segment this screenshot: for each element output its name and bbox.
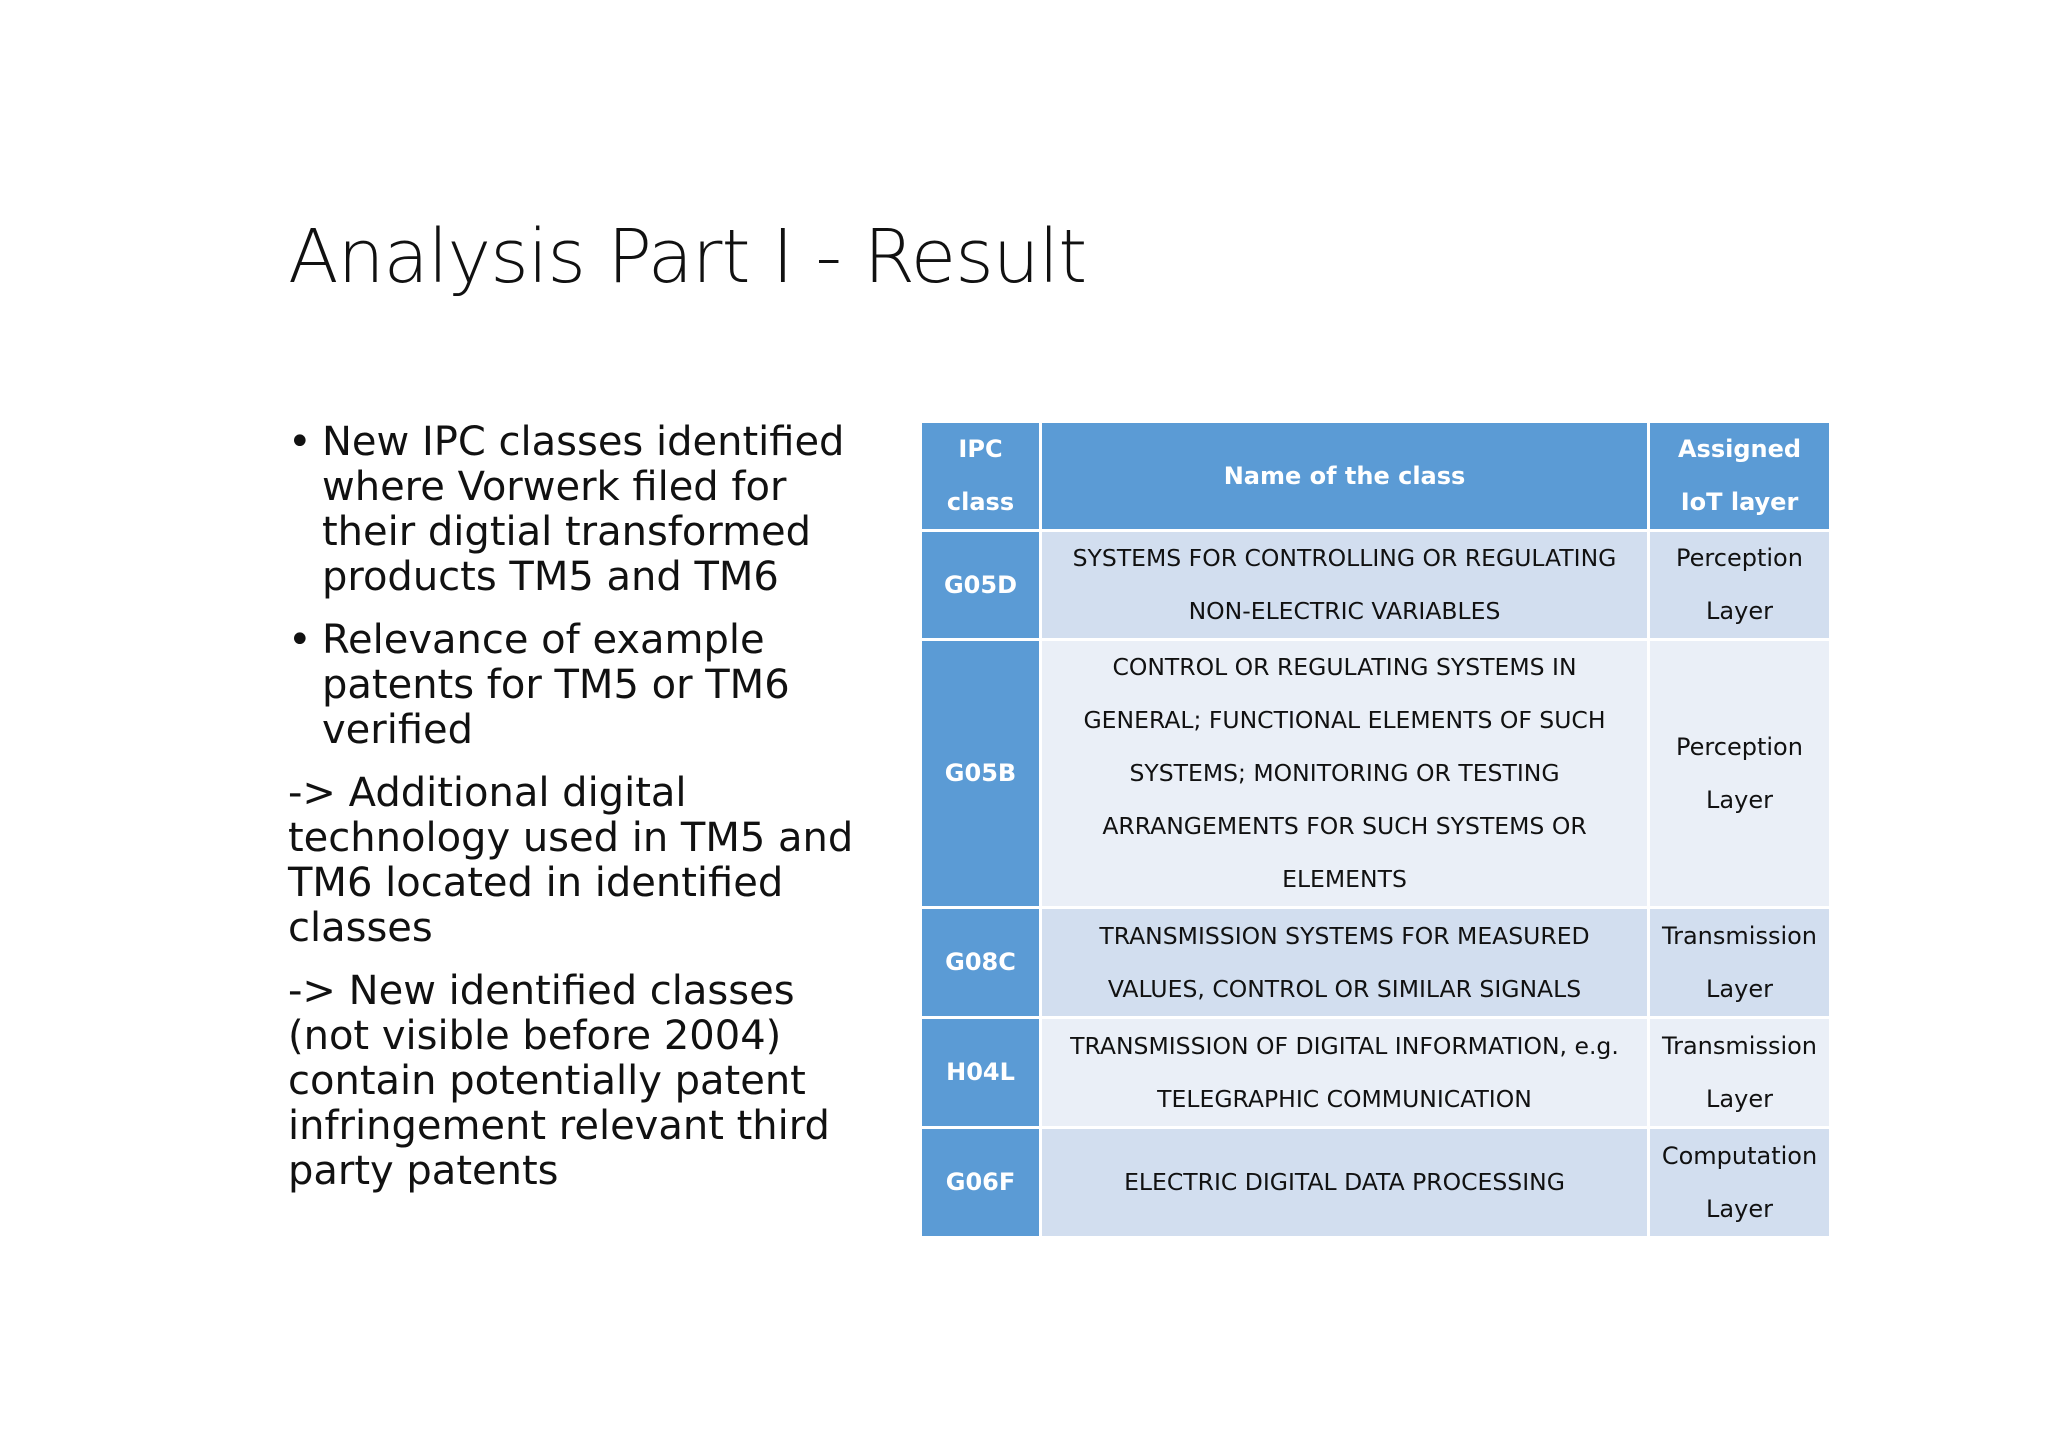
conclusion-paragraph: -> Additional digital technology used in TM5 and TM6 located in identified classes xyxy=(288,770,854,951)
table-row xyxy=(921,531,1831,640)
bullet-item xyxy=(288,618,888,753)
ipc-class-table xyxy=(919,420,1832,1239)
bullet-text: Relevance of example patents for TM5 or TM6 verified xyxy=(322,617,790,753)
class-name-cell: TRANSMISSION SYSTEMS FOR MEASURED VALUES, CONTROL OR SIMILAR SIGNALS xyxy=(1041,908,1649,1018)
slide-title: Analysis Part I - Result xyxy=(288,214,1087,300)
class-name-cell: ELECTRIC DIGITAL DATA PROCESSING xyxy=(1041,1128,1649,1238)
header-class-name: Name of the class xyxy=(1041,422,1649,531)
ipc-code-cell: G06F xyxy=(921,1128,1041,1238)
class-name-cell: TRANSMISSION OF DIGITAL INFORMATION, e.g. TELEGRAPHIC COMMUNICATION xyxy=(1041,1018,1649,1128)
iot-layer-cell: Computation Layer xyxy=(1649,1128,1831,1238)
table-row xyxy=(921,1018,1831,1128)
ipc-code-cell: G08C xyxy=(921,908,1041,1018)
iot-layer-cell: Perception Layer xyxy=(1649,531,1831,640)
bullet-text: New IPC classes identified where Vorwerk filed for their digtial transformed products TM5 and TM6 xyxy=(322,419,845,600)
ipc-code-cell: G05D xyxy=(921,531,1041,640)
table-row xyxy=(921,1128,1831,1238)
conclusion-paragraph: -> New identified classes (not visible before 2004) contain potentially patent infringement relevant third party patents xyxy=(288,968,830,1194)
class-name-cell: CONTROL OR REGULATING SYSTEMS IN GENERAL; FUNCTIONAL ELEMENTS OF SUCH SYSTEMS; MONITORING OR TESTING ARRANGEMENTS FOR SUCH SYSTEMS OR ELEMENTS xyxy=(1041,640,1649,908)
table-row xyxy=(921,908,1831,1018)
left-text-block xyxy=(288,420,888,1212)
iot-layer-cell: Perception Layer xyxy=(1649,640,1831,908)
iot-layer-cell: Transmission Layer xyxy=(1649,1018,1831,1128)
header-iot-layer: Assigned IoT layer xyxy=(1649,422,1831,531)
class-name-cell: SYSTEMS FOR CONTROLLING OR REGULATING NON-ELECTRIC VARIABLES xyxy=(1041,531,1649,640)
table-row xyxy=(921,640,1831,908)
iot-layer-cell: Transmission Layer xyxy=(1649,908,1831,1018)
ipc-code-cell: G05B xyxy=(921,640,1041,908)
bullet-dot-icon: • xyxy=(288,419,312,465)
header-ipc-class: IPC class xyxy=(921,422,1041,531)
bullet-dot-icon: • xyxy=(288,617,312,663)
bullet-item xyxy=(288,420,888,600)
table-header-row xyxy=(921,422,1831,531)
ipc-code-cell: H04L xyxy=(921,1018,1041,1128)
